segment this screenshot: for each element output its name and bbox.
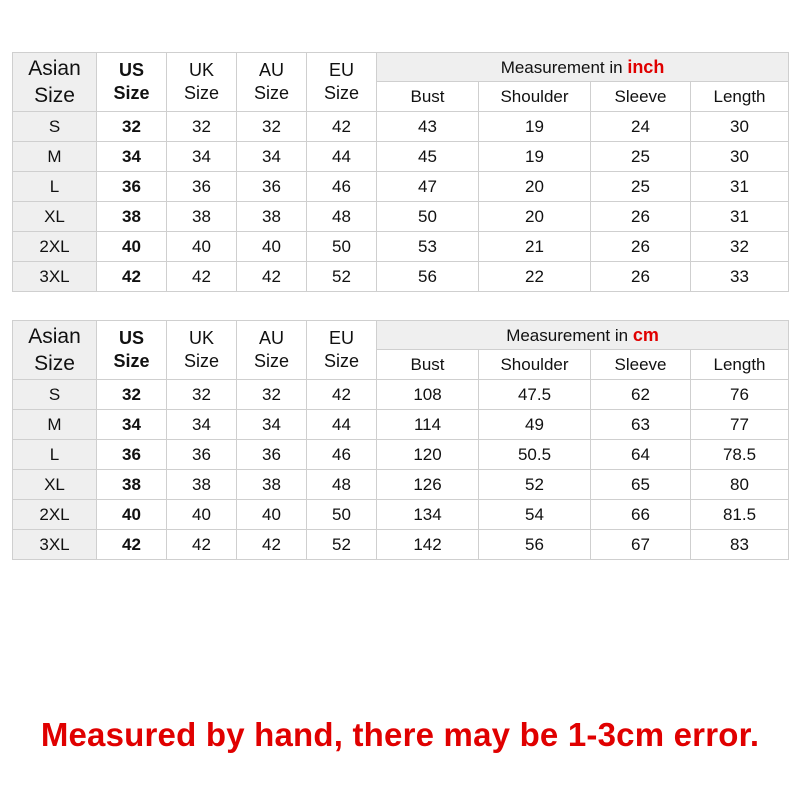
eu-size-header: EU Size xyxy=(307,53,377,112)
table-row xyxy=(13,112,789,142)
eu-size-cell: 42 xyxy=(307,380,377,410)
uk-size-cell: 34 xyxy=(167,142,237,172)
asian-size-header: Asian Size xyxy=(13,53,97,112)
au-size-cell: 34 xyxy=(237,410,307,440)
length-cell: 81.5 xyxy=(691,500,789,530)
bust-cell: 114 xyxy=(377,410,479,440)
sleeve-cell: 66 xyxy=(591,500,691,530)
table-row xyxy=(13,380,789,410)
eu-size-cell: 52 xyxy=(307,530,377,560)
uk-size-cell: 42 xyxy=(167,530,237,560)
measurement-header: Measurement in inch xyxy=(377,53,789,82)
shoulder-cell: 52 xyxy=(479,470,591,500)
length-cell: 30 xyxy=(691,142,789,172)
eu-size-header: EU Size xyxy=(307,321,377,380)
us-size-cell: 32 xyxy=(97,112,167,142)
uk-size-cell: 40 xyxy=(167,232,237,262)
us-size-cell: 34 xyxy=(97,410,167,440)
asian-size-cell: M xyxy=(13,410,97,440)
asian-size-cell: 3XL xyxy=(13,262,97,292)
table-row xyxy=(13,470,789,500)
uk-size-cell: 36 xyxy=(167,440,237,470)
us-size-cell: 32 xyxy=(97,380,167,410)
asian-size-cell: 2XL xyxy=(13,500,97,530)
asian-size-cell: XL xyxy=(13,470,97,500)
size-table-cm xyxy=(12,320,789,560)
us-size-cell: 36 xyxy=(97,440,167,470)
asian-size-cell: 2XL xyxy=(13,232,97,262)
sleeve-cell: 63 xyxy=(591,410,691,440)
us-size-cell: 38 xyxy=(97,202,167,232)
sleeve-cell: 25 xyxy=(591,142,691,172)
eu-size-cell: 52 xyxy=(307,262,377,292)
uk-size-cell: 42 xyxy=(167,262,237,292)
table-row xyxy=(13,142,789,172)
length-cell: 31 xyxy=(691,202,789,232)
eu-size-cell: 50 xyxy=(307,232,377,262)
table-row xyxy=(13,232,789,262)
bust-cell: 142 xyxy=(377,530,479,560)
us-size-cell: 34 xyxy=(97,142,167,172)
unit-label: cm xyxy=(632,325,659,345)
sleeve-header: Sleeve xyxy=(591,350,691,380)
us-size-header: US Size xyxy=(97,53,167,112)
au-size-cell: 38 xyxy=(237,202,307,232)
table-row xyxy=(13,262,789,292)
shoulder-header: Shoulder xyxy=(479,82,591,112)
length-cell: 32 xyxy=(691,232,789,262)
bust-cell: 47 xyxy=(377,172,479,202)
shoulder-cell: 56 xyxy=(479,530,591,560)
unit-label: inch xyxy=(627,57,665,77)
shoulder-cell: 47.5 xyxy=(479,380,591,410)
length-cell: 76 xyxy=(691,380,789,410)
length-cell: 83 xyxy=(691,530,789,560)
au-size-header: AU Size xyxy=(237,321,307,380)
sleeve-cell: 67 xyxy=(591,530,691,560)
uk-size-cell: 36 xyxy=(167,172,237,202)
length-cell: 33 xyxy=(691,262,789,292)
table-body xyxy=(13,112,789,292)
sleeve-cell: 26 xyxy=(591,262,691,292)
uk-size-cell: 38 xyxy=(167,470,237,500)
eu-size-cell: 46 xyxy=(307,440,377,470)
uk-size-cell: 38 xyxy=(167,202,237,232)
bust-cell: 50 xyxy=(377,202,479,232)
us-size-header: US Size xyxy=(97,321,167,380)
length-cell: 80 xyxy=(691,470,789,500)
bust-cell: 134 xyxy=(377,500,479,530)
uk-size-header: UK Size xyxy=(167,321,237,380)
shoulder-cell: 50.5 xyxy=(479,440,591,470)
sleeve-header: Sleeve xyxy=(591,82,691,112)
sleeve-cell: 25 xyxy=(591,172,691,202)
shoulder-cell: 19 xyxy=(479,112,591,142)
bust-cell: 56 xyxy=(377,262,479,292)
eu-size-cell: 44 xyxy=(307,410,377,440)
shoulder-cell: 20 xyxy=(479,172,591,202)
bust-cell: 108 xyxy=(377,380,479,410)
shoulder-cell: 22 xyxy=(479,262,591,292)
shoulder-cell: 21 xyxy=(479,232,591,262)
au-size-cell: 36 xyxy=(237,440,307,470)
length-cell: 30 xyxy=(691,112,789,142)
sleeve-cell: 64 xyxy=(591,440,691,470)
length-cell: 78.5 xyxy=(691,440,789,470)
au-size-cell: 38 xyxy=(237,470,307,500)
asian-size-cell: M xyxy=(13,142,97,172)
shoulder-header: Shoulder xyxy=(479,350,591,380)
table-row xyxy=(13,530,789,560)
au-size-cell: 34 xyxy=(237,142,307,172)
sleeve-cell: 26 xyxy=(591,232,691,262)
eu-size-cell: 50 xyxy=(307,500,377,530)
table-row xyxy=(13,410,789,440)
bust-header: Bust xyxy=(377,82,479,112)
us-size-cell: 38 xyxy=(97,470,167,500)
sleeve-cell: 65 xyxy=(591,470,691,500)
eu-size-cell: 42 xyxy=(307,112,377,142)
asian-size-cell: L xyxy=(13,172,97,202)
bust-header: Bust xyxy=(377,350,479,380)
length-header: Length xyxy=(691,82,789,112)
length-cell: 77 xyxy=(691,410,789,440)
sleeve-cell: 26 xyxy=(591,202,691,232)
table-row xyxy=(13,500,789,530)
sleeve-cell: 62 xyxy=(591,380,691,410)
uk-size-header: UK Size xyxy=(167,53,237,112)
au-size-cell: 32 xyxy=(237,380,307,410)
asian-size-header: Asian Size xyxy=(13,321,97,380)
measurement-header: Measurement in cm xyxy=(377,321,789,350)
eu-size-cell: 46 xyxy=(307,172,377,202)
shoulder-cell: 49 xyxy=(479,410,591,440)
asian-size-cell: S xyxy=(13,112,97,142)
au-size-cell: 36 xyxy=(237,172,307,202)
au-size-cell: 40 xyxy=(237,500,307,530)
uk-size-cell: 32 xyxy=(167,380,237,410)
measurement-note: Measured by hand, there may be 1-3cm error. xyxy=(40,716,760,753)
asian-size-cell: S xyxy=(13,380,97,410)
eu-size-cell: 48 xyxy=(307,470,377,500)
uk-size-cell: 40 xyxy=(167,500,237,530)
shoulder-cell: 54 xyxy=(479,500,591,530)
us-size-cell: 42 xyxy=(97,530,167,560)
au-size-cell: 42 xyxy=(237,262,307,292)
au-size-cell: 32 xyxy=(237,112,307,142)
uk-size-cell: 32 xyxy=(167,112,237,142)
us-size-cell: 40 xyxy=(97,500,167,530)
length-cell: 31 xyxy=(691,172,789,202)
au-size-header: AU Size xyxy=(237,53,307,112)
us-size-cell: 42 xyxy=(97,262,167,292)
shoulder-cell: 19 xyxy=(479,142,591,172)
uk-size-cell: 34 xyxy=(167,410,237,440)
sleeve-cell: 24 xyxy=(591,112,691,142)
bust-cell: 120 xyxy=(377,440,479,470)
au-size-cell: 42 xyxy=(237,530,307,560)
table-body xyxy=(13,380,789,560)
eu-size-cell: 44 xyxy=(307,142,377,172)
us-size-cell: 36 xyxy=(97,172,167,202)
bust-cell: 126 xyxy=(377,470,479,500)
bust-cell: 45 xyxy=(377,142,479,172)
table-row xyxy=(13,440,789,470)
shoulder-cell: 20 xyxy=(479,202,591,232)
size-table-inch xyxy=(12,52,789,292)
asian-size-cell: L xyxy=(13,440,97,470)
eu-size-cell: 48 xyxy=(307,202,377,232)
au-size-cell: 40 xyxy=(237,232,307,262)
asian-size-cell: XL xyxy=(13,202,97,232)
asian-size-cell: 3XL xyxy=(13,530,97,560)
table-row xyxy=(13,172,789,202)
us-size-cell: 40 xyxy=(97,232,167,262)
bust-cell: 43 xyxy=(377,112,479,142)
bust-cell: 53 xyxy=(377,232,479,262)
table-row xyxy=(13,202,789,232)
length-header: Length xyxy=(691,350,789,380)
